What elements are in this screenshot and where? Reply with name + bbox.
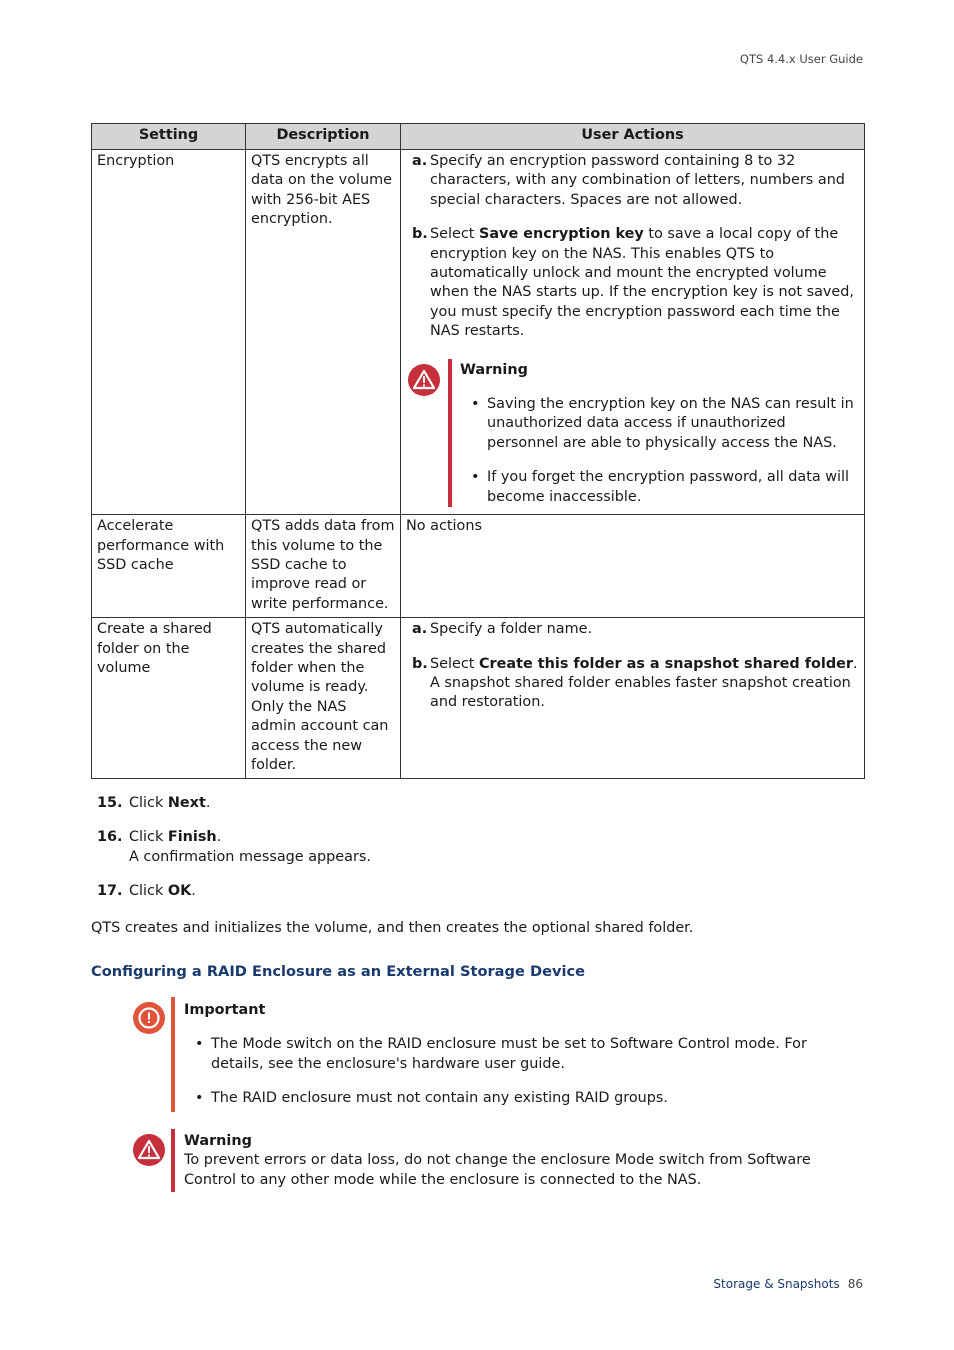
footer-section: Storage & Snapshots bbox=[713, 1277, 840, 1291]
important-callout bbox=[133, 997, 833, 1112]
action-step bbox=[406, 620, 859, 639]
bullet-text: The Mode switch on the RAID enclosure must be set to Software Control mode. For details, see the enclosure's hardware user guide. bbox=[211, 1036, 807, 1072]
ui-term: Save encryption key bbox=[478, 226, 644, 243]
action-step bbox=[406, 655, 859, 713]
step-text-post: . bbox=[853, 655, 858, 672]
procedure-steps bbox=[97, 794, 857, 917]
description-cell: QTS encrypts all data on the volume with 256-bit AES encryption. bbox=[246, 150, 401, 515]
warning-callout bbox=[406, 359, 859, 507]
running-header: QTS 4.4.x User Guide bbox=[739, 52, 863, 66]
page-number: 86 bbox=[847, 1277, 863, 1291]
step-text-pre: Select bbox=[430, 226, 479, 243]
table-row bbox=[92, 150, 865, 515]
list-item: • The Mode switch on the RAID enclosure must be set to Software Control mode. For details, see the enclosure's hardware user guide. bbox=[184, 1035, 833, 1074]
step-text-post: . bbox=[216, 829, 222, 846]
step-text bbox=[430, 655, 859, 713]
action-step bbox=[406, 152, 859, 210]
ui-term: Finish bbox=[167, 829, 217, 846]
step-letter: b. bbox=[412, 655, 428, 672]
step-text-pre: Click bbox=[129, 795, 168, 811]
step-text-pre: Click bbox=[129, 829, 168, 846]
list-item bbox=[97, 794, 857, 813]
warning-title: Warning bbox=[184, 1133, 252, 1149]
page-footer bbox=[713, 1275, 863, 1294]
step-text-post: . bbox=[191, 883, 196, 900]
list-item: • If you forget the encryption password, all data will become inaccessible. bbox=[460, 468, 859, 507]
actions-cell: No actions bbox=[401, 515, 865, 618]
table-header-row bbox=[92, 124, 865, 150]
step-letter: a. bbox=[412, 621, 428, 638]
column-header-setting: Setting bbox=[92, 124, 246, 150]
step-text: Specify an encryption password containing 8 to 32 characters, with any combination of letters, numbers and special characters. Spaces are not allowed. bbox=[430, 153, 845, 208]
warning-title: Warning bbox=[460, 361, 528, 378]
step-number: 15. bbox=[97, 795, 123, 811]
bullet-text: Saving the encryption key on the NAS can result in unauthorized data access if unauthorized personnel are able to physically access the NAS. bbox=[487, 396, 854, 451]
step-text: Specify a folder name. bbox=[430, 621, 593, 638]
body-paragraph: QTS creates and initializes the volume, and then creates the optional shared folder. bbox=[91, 920, 694, 936]
description-cell: QTS adds data from this volume to the SSD cache to improve read or write performance. bbox=[246, 515, 401, 618]
ui-term: Next bbox=[167, 795, 206, 811]
step-text-pre: Select bbox=[430, 655, 479, 672]
warning-triangle-icon bbox=[133, 1129, 171, 1192]
important-title: Important bbox=[184, 1002, 266, 1018]
step-letter: a. bbox=[412, 153, 428, 169]
warning-triangle-icon bbox=[406, 359, 448, 507]
step-text-post: to save a local copy of the encryption key on the NAS. This enables QTS to automatically unlock and mount the encrypted volume when the NAS starts up. If the encryption key is not saved, you must specify the encryption password each time the NAS restarts. bbox=[430, 226, 854, 340]
step-text bbox=[129, 882, 196, 901]
setting-cell: Create a shared folder on the volume bbox=[92, 618, 246, 779]
step-number: 17. bbox=[97, 883, 123, 900]
warning-text: To prevent errors or data loss, do not change the enclosure Mode switch from Software Control to any other mode while the enclosure is connected to the NAS. bbox=[184, 1152, 811, 1188]
step-text-pre: Click bbox=[129, 883, 168, 900]
bullet-text: The RAID enclosure must not contain any existing RAID groups. bbox=[211, 1090, 668, 1107]
bullet-text: If you forget the encryption password, all data will become inaccessible. bbox=[487, 469, 850, 505]
section-heading: Configuring a RAID Enclosure as an External Storage Device bbox=[91, 963, 586, 980]
ui-term: OK bbox=[167, 883, 192, 900]
step-result: A confirmation message appears. bbox=[129, 848, 371, 865]
actions-cell bbox=[401, 618, 865, 779]
step-text bbox=[430, 225, 859, 341]
description-cell: QTS automatically creates the shared folder when the volume is ready. Only the NAS admin account can access the new folder. bbox=[246, 618, 401, 779]
step-text-post: . bbox=[205, 795, 211, 811]
table-row bbox=[92, 618, 865, 779]
list-item: • The RAID enclosure must not contain any existing RAID groups. bbox=[184, 1089, 833, 1108]
actions-cell bbox=[401, 150, 865, 515]
column-header-user-actions: User Actions bbox=[401, 124, 865, 150]
list-item: • Saving the encryption key on the NAS can result in unauthorized data access if unauthorized personnel are able to physically access the NAS. bbox=[460, 395, 859, 453]
exclamation-circle-icon bbox=[133, 997, 171, 1112]
list-item bbox=[97, 882, 857, 901]
step-text-line2: A snapshot shared folder enables faster snapshot creation and restoration. bbox=[430, 674, 851, 711]
table-row bbox=[92, 515, 865, 618]
setting-cell: Encryption bbox=[92, 150, 246, 515]
step-text bbox=[129, 794, 210, 813]
step-text bbox=[129, 828, 371, 867]
ui-term: Create this folder as a snapshot shared folder bbox=[478, 655, 853, 672]
settings-table bbox=[91, 123, 865, 779]
warning-callout bbox=[133, 1129, 833, 1192]
setting-cell: Accelerate performance with SSD cache bbox=[92, 515, 246, 618]
action-step bbox=[406, 225, 859, 341]
column-header-description: Description bbox=[246, 124, 401, 150]
step-number: 16. bbox=[97, 829, 123, 846]
step-letter: b. bbox=[412, 226, 428, 243]
list-item bbox=[97, 828, 857, 867]
